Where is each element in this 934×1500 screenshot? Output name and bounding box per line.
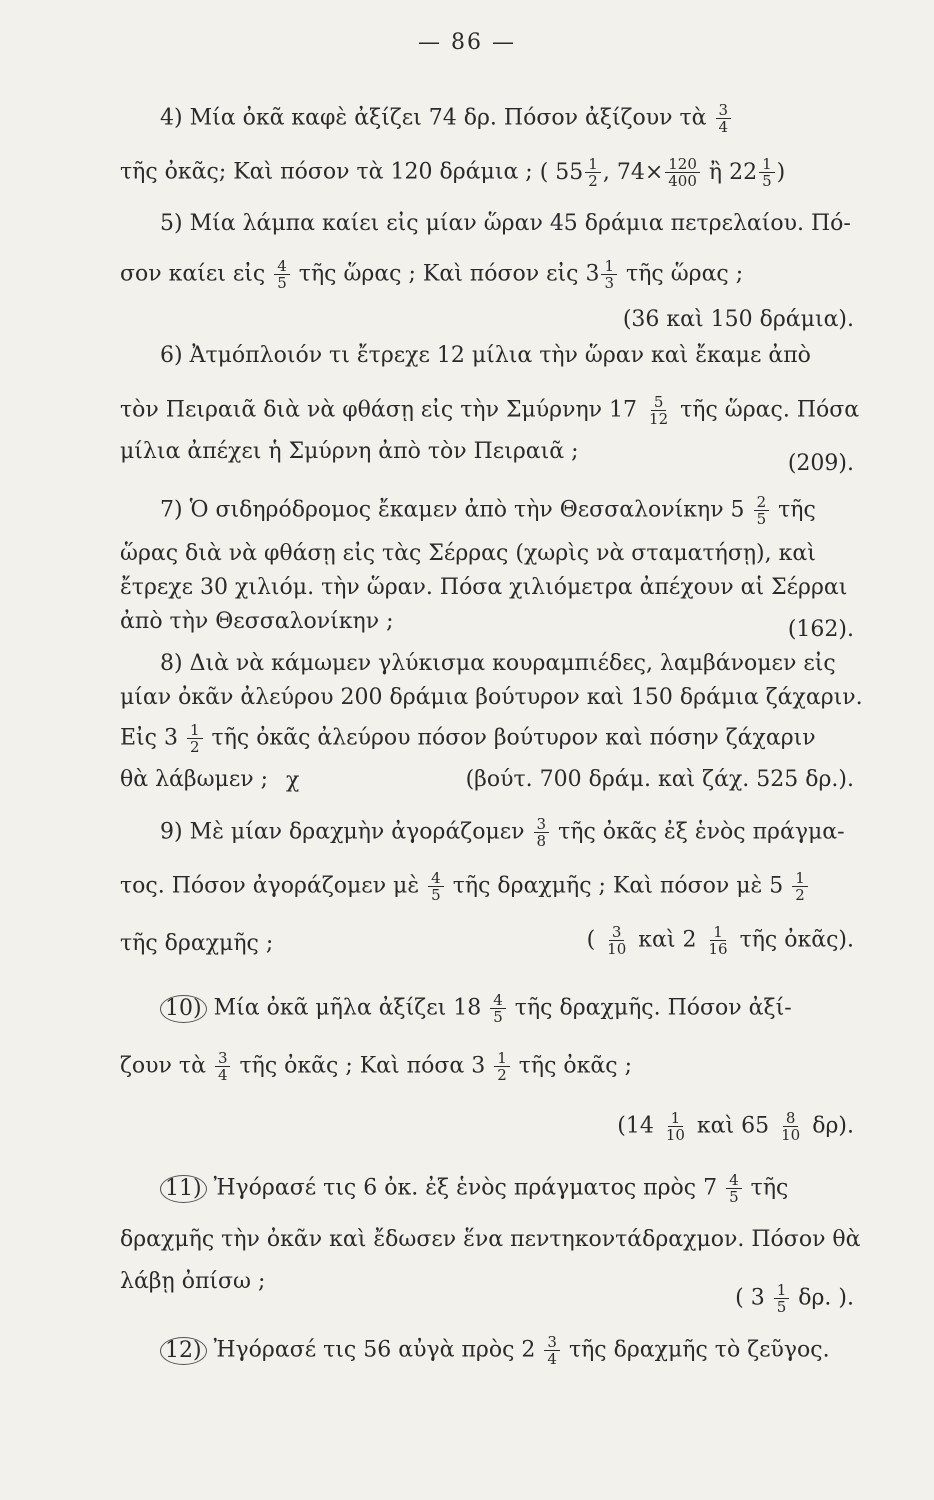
problem-5-line-2: σον καίει εἰς $\frac{4}{5}$ τῆς ὥρας ; Καὶ πόσον εἰς 3 $\frac{1}{3}$ τῆς ὥρας ;: [120, 257, 744, 292]
problem-number-circled: 11): [160, 1175, 207, 1203]
problem-8-line-4: θὰ λάβωμεν ;: [120, 767, 269, 792]
problem-9-answer: ( $\frac{3}{10}$ καὶ 2 $\frac{1}{16}$ τῆς ὀκᾶς).: [586, 923, 854, 958]
problem-6-line-2: τὸν Πειραιᾶ διὰ νὰ φθάσῃ εἰς τὴν Σμύρνην 17 $\frac{5}{12}$ τῆς ὥρας. Πόσα: [120, 393, 860, 428]
problem-6-line-3: μίλια ἀπέχει ἡ Σμύρνη ἀπὸ τὸν Πειραιᾶ ;: [120, 439, 579, 464]
answer: ( 55 $\frac{1}{2}$ , 74× $\frac{120}{400}$ ἢ 22 $\frac{1}{5}$ ): [539, 155, 786, 190]
problem-11-answer: ( 3 $\frac{1}{5}$ δρ. ).: [735, 1281, 854, 1316]
problem-11-line-2: δραχμῆς τὴν ὀκᾶν καὶ ἔδωσεν ἕνα πεντηκοντάδραχμον. Πόσον θὰ: [120, 1227, 861, 1252]
problem-7-answer: (162).: [787, 617, 854, 642]
problem-8-answer: (βούτ. 700 δράμ. καὶ ζάχ. 525 δρ.).: [465, 767, 854, 792]
problem-number-circled: 10): [160, 995, 207, 1023]
problem-10-line-2: ζουν τὰ $\frac{3}{4}$ τῆς ὀκᾶς ; Καὶ πόσα 3 $\frac{1}{2}$ τῆς ὀκᾶς ;: [120, 1049, 632, 1084]
problem-7-line-4: ἀπὸ τὴν Θεσσαλονίκην ;: [120, 609, 394, 634]
problem-6-line-1: 6) Ἀτμόπλοιόν τι ἔτρεχε 12 μίλια τὴν ὥραν καὶ ἔκαμε ἀπὸ: [160, 343, 811, 368]
check-mark: χ: [286, 768, 300, 793]
problem-number-circled: 12): [160, 1337, 207, 1365]
problem-8-line-3: Εἰς 3 $\frac{1}{2}$ τῆς ὀκᾶς ἀλεύρου πόσον βούτυρον καὶ πόσην ζάχαριν: [120, 721, 816, 756]
problem-4-line-2: τῆς ὀκᾶς; Καὶ πόσον τὰ 120 δράμια ; ( 55 $\frac{1}{2}$ , 74× $\frac{120}{400}$ ἢ 22 $\frac{1}{5}$ ): [120, 155, 786, 190]
problem-9-line-1: 9) Μὲ μίαν δραχμὴν ἀγοράζομεν $\frac{3}{8}$ τῆς ὀκᾶς ἐξ ἑνὸς πράγμα-: [160, 815, 845, 850]
problem-10-answer: (14 $\frac{1}{10}$ καὶ 65 $\frac{8}{10}$ δρ).: [617, 1109, 854, 1144]
problem-11-line-1: 11) Ἠγόρασέ τις 6 ὀκ. ἐξ ἑνὸς πράγματος πρὸς 7 $\frac{4}{5}$ τῆς: [160, 1172, 788, 1205]
problem-8-line-2: μίαν ὀκᾶν ἀλεύρου 200 δράμια βούτυρον καὶ 150 δράμια ζάχαριν.: [120, 685, 863, 710]
problem-11-line-3: λάβῃ ὀπίσω ;: [120, 1269, 266, 1294]
problem-7-line-3: ἔτρεχε 30 χιλιόμ. τὴν ὥραν. Πόσα χιλιόμετρα ἀπέχουν αἱ Σέρραι: [120, 575, 848, 600]
problem-9-line-2: τος. Πόσον ἀγοράζομεν μὲ $\frac{4}{5}$ τῆς δραχμῆς ; Καὶ πόσον μὲ 5 $\frac{1}{2}$: [120, 870, 810, 903]
fraction: $\frac{3}{4}$: [716, 102, 732, 135]
problem-4-line-1: 4) Μία ὀκᾶ καφὲ ἀξίζει 74 δρ. Πόσον ἀξίζουν τὰ $\frac{3}{4}$: [160, 102, 733, 135]
problem-9-line-3: τῆς δραχμῆς ;: [120, 931, 274, 956]
problem-8-line-1: 8) Διὰ νὰ κάμωμεν γλύκισμα κουραμπιέδες, λαμβάνομεν εἰς: [160, 651, 836, 676]
problem-5-line-1: 5) Μία λάμπα καίει εἰς μίαν ὥραν 45 δράμια πετρελαίου. Πό-: [160, 211, 851, 236]
problem-6-answer: (209).: [787, 451, 854, 476]
problem-7-line-2: ὥρας διὰ νὰ φθάσῃ εἰς τὰς Σέρρας (χωρὶς νὰ σταματήσῃ), καὶ: [120, 541, 816, 566]
problem-12-line-1: 12) Ἠγόρασέ τις 56 αὐγὰ πρὸς 2 $\frac{3}{4}$ τῆς δραχμῆς τὸ ζεῦγος.: [160, 1334, 830, 1367]
page-number: — 86 —: [418, 30, 516, 55]
problem-5-answer: (36 καὶ 150 δράμια).: [622, 307, 854, 332]
problem-10-line-1: 10) Μία ὀκᾶ μῆλα ἀξίζει 18 $\frac{4}{5}$ τῆς δραχμῆς. Πόσον ἀξί-: [160, 992, 792, 1025]
problem-7-line-1: 7) Ὁ σιδηρόδρομος ἔκαμεν ἀπὸ τὴν Θεσσαλονίκην 5 $\frac{2}{5}$ τῆς: [160, 493, 816, 528]
